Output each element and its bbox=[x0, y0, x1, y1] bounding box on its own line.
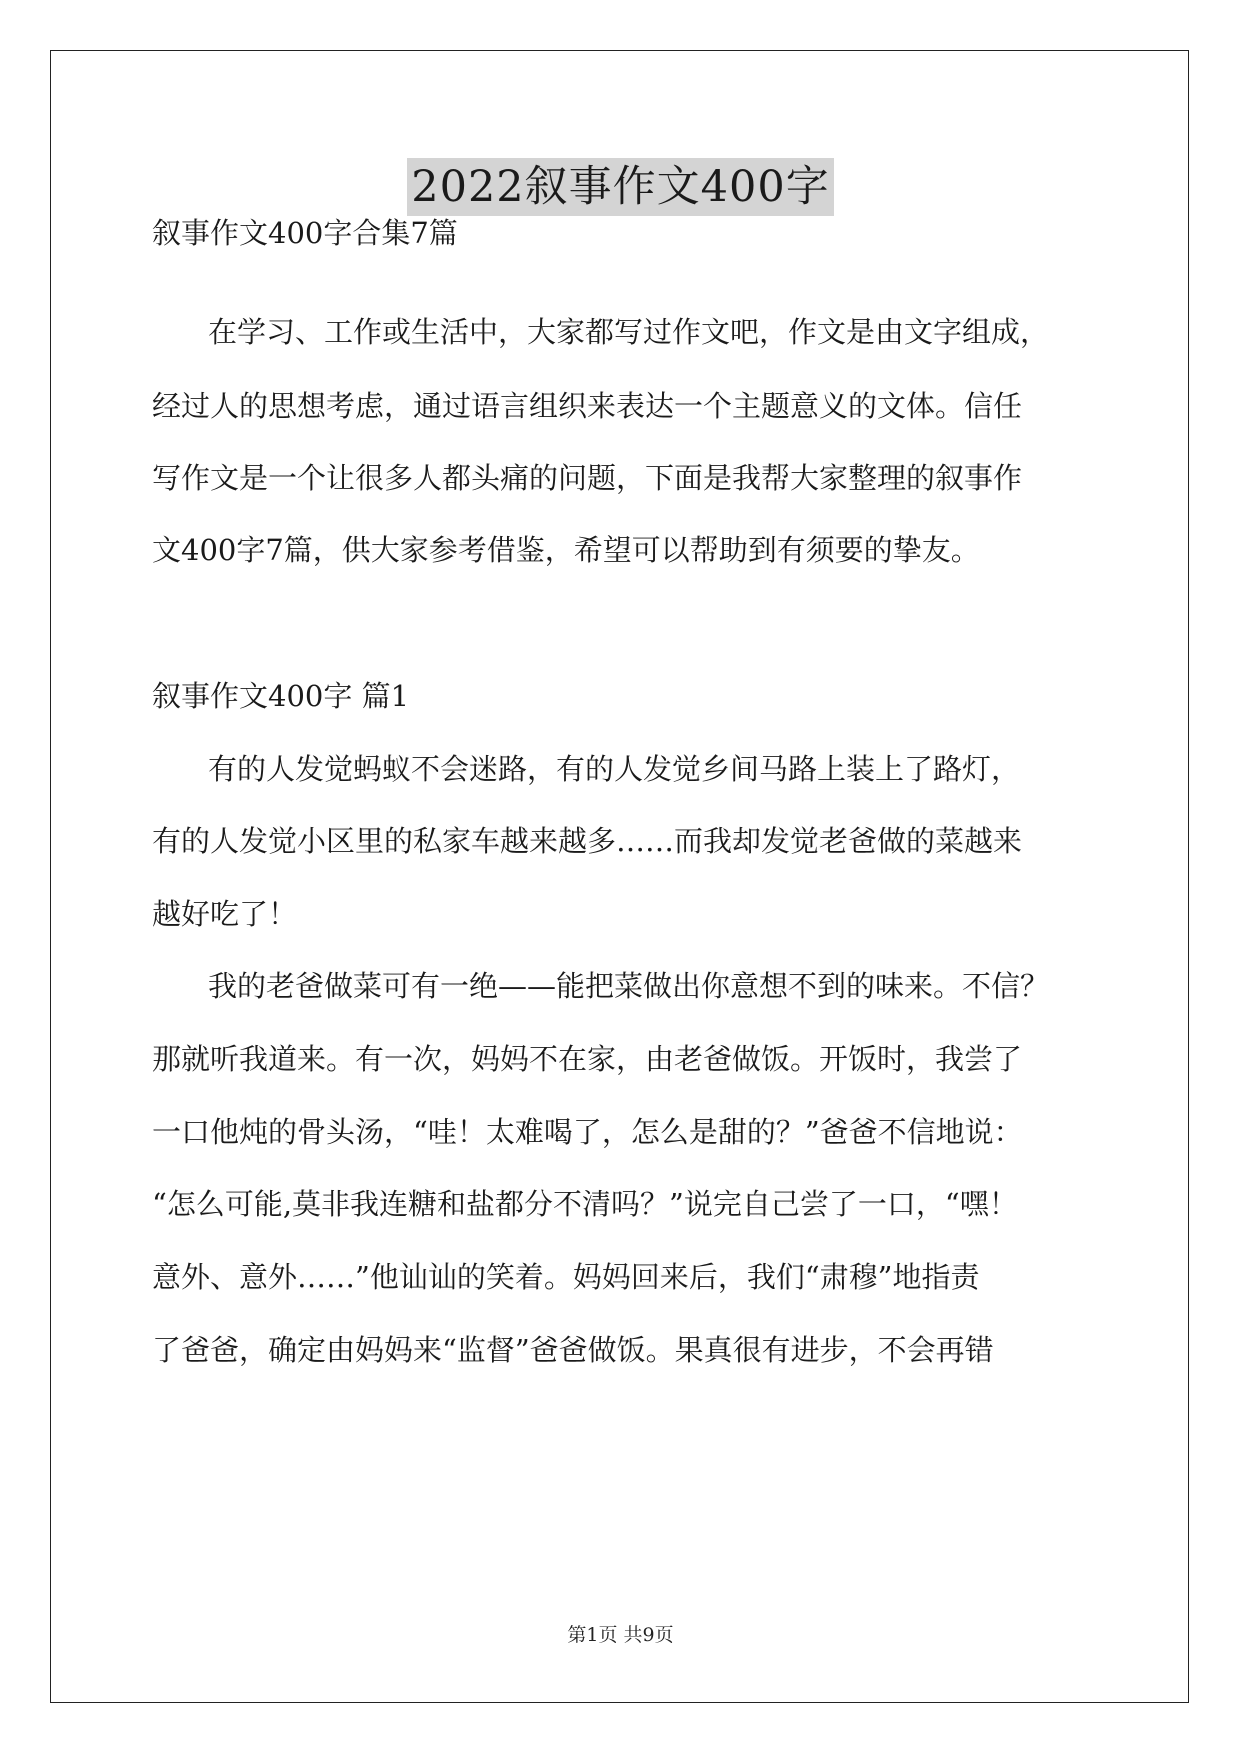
paragraph-line: 一口他炖的骨头汤，“哇！太难喝了，怎么是甜的？”爸爸不信地说： bbox=[152, 1115, 1023, 1149]
paragraph-line: 有的人发觉蚂蚁不会迷路，有的人发觉乡间马路上装上了路灯， bbox=[208, 752, 1021, 786]
page-number: 第1页 共9页 bbox=[567, 1624, 674, 1646]
intro-line: 经过人的思想考虑，通过语言组织来表达一个主题意义的文体。信任 bbox=[152, 389, 1023, 423]
paragraph-line: 意外、意外……”他讪讪的笑着。妈妈回来后，我们“肃穆”地指责 bbox=[152, 1260, 980, 1294]
section-heading: 叙事作文400字 篇1 bbox=[152, 679, 410, 713]
page-footer bbox=[0, 1623, 1241, 1647]
intro-line: 文400字7篇，供大家参考借鉴，希望可以帮助到有须要的挚友。 bbox=[152, 533, 980, 567]
paragraph-line: 我的老爸做菜可有一绝——能把菜做出你意想不到的味来。不信？ bbox=[208, 969, 1050, 1003]
document-title: 2022叙事作文400字 bbox=[407, 158, 834, 216]
document-subtitle: 叙事作文400字合集7篇 bbox=[152, 216, 458, 250]
intro-line: 在学习、工作或生活中，大家都写过作文吧，作文是由文字组成， bbox=[208, 315, 1050, 349]
intro-line: 写作文是一个让很多人都头痛的问题，下面是我帮大家整理的叙事作 bbox=[152, 461, 1023, 495]
paragraph-line: 有的人发觉小区里的私家车越来越多……而我却发觉老爸做的菜越来 bbox=[152, 824, 1023, 858]
paragraph-line: 那就听我道来。有一次，妈妈不在家，由老爸做饭。开饭时，我尝了 bbox=[152, 1042, 1023, 1076]
paragraph-line: “怎么可能,莫非我连糖和盐都分不清吗？”说完自己尝了一口，“嘿！ bbox=[152, 1187, 1018, 1221]
paragraph-line: 了爸爸，确定由妈妈来“监督”爸爸做饭。果真很有进步，不会再错 bbox=[152, 1333, 994, 1367]
paragraph-line: 越好吃了！ bbox=[152, 897, 298, 931]
page-border bbox=[50, 50, 1189, 1703]
title-container bbox=[0, 158, 1241, 216]
